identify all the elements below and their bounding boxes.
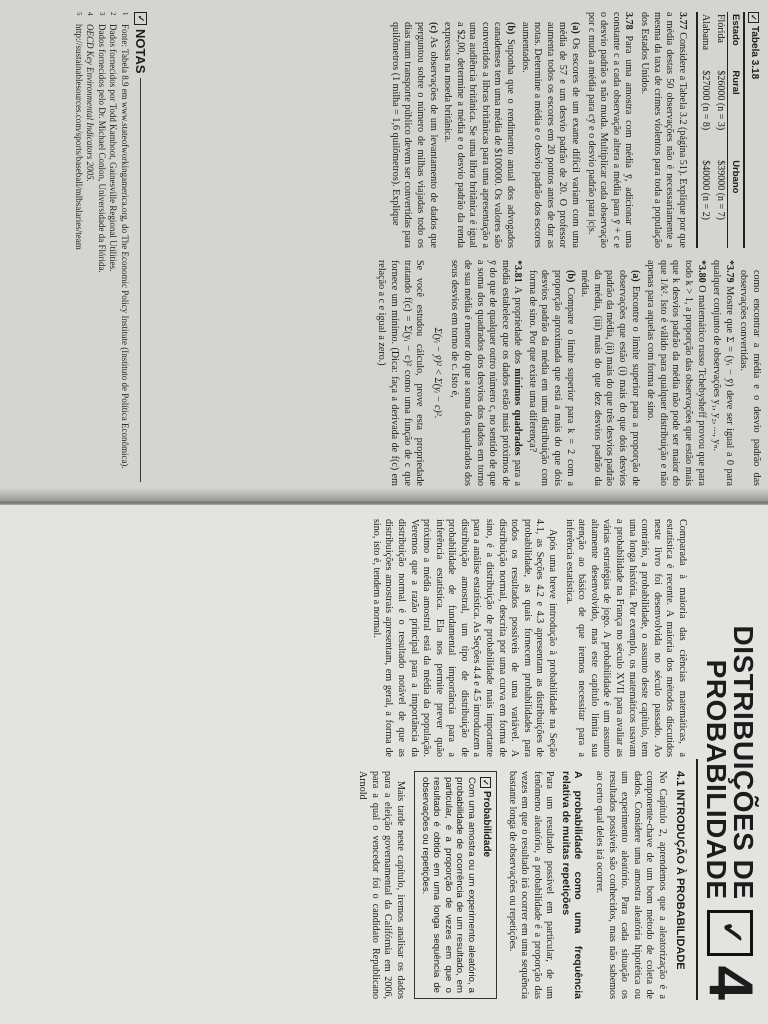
exercise-number: *3.81 <box>512 260 524 283</box>
table-cell: Alabama <box>697 12 713 68</box>
notes-heading <box>133 12 148 482</box>
note-number: 4 <box>86 12 95 16</box>
note-text: Fonte: Tabela 8.9 em www.stateofworkingamerica.org, do The Economic Policy Institute (Instituto de Política Econômica). <box>120 24 130 469</box>
note-text: http://sustainablesources.com/sports/baseball/mlbsalaries/team <box>74 24 84 250</box>
chapter-title <box>703 625 757 899</box>
chapter-title-line: DISTRIBUIÇÕES DE <box>728 625 759 900</box>
table-title <box>748 12 760 248</box>
right-column-2 <box>352 771 688 999</box>
body-paragraph: Mais tarde neste capítulo, iremos analisar os dados para a eleição governamental da Califórnia em 2006, para a qual o vencedor foi o candidato Republicano Arnold <box>357 771 407 999</box>
exercise-text: Mostre que Σ = (yᵢ − ȳ) deve ser igual a 0 para qualquer conjunto de observações y₁, y₂, ..., yₙ. <box>711 260 735 486</box>
exercise-part-c <box>388 22 438 248</box>
note-number: 3 <box>98 12 106 16</box>
intro-paragraph: Após uma breve introdução à probabilidade na Seção 4.1, as Seções 4.2 e 4.3 apresentam as distribuições de probabilidade, as quais fornecem probabilidades para todos os resultados possíveis de uma variável. A distribuição normal, descrita por uma curva em forma de sino, é a distribuição de probabilidade mais importante para a análise estatística. As Seções 4.4 e 4.5 introduzem a distribuição amostral, um tipo de distribuição de probabilidade de fundamental importância para a inferência estatística. Ela nos permite prever quão próximo a média amostral está da média da população. Veremos que a razão principal para a importância da distribuição normal é o resultado notável de que as distribuições amostrais apresentam, em geral, a forma de sino, isto é, tendem a normal. <box>370 519 559 757</box>
table-header-cell: Urbano <box>728 158 745 248</box>
part-label: (b) <box>564 270 576 283</box>
note-item <box>84 12 96 482</box>
part-label: (b) <box>505 22 517 35</box>
note-item <box>73 12 85 482</box>
exercise-text: para a média estabelece que os dados estão mais próximos de ȳ do que de qualquer outro número c, no sentido de que a soma dos quadrados dos desvios dos dados em torno de sua média é menor do que a soma dos quadrados dos seus desvios em torno de c. Isto é, <box>449 260 524 486</box>
exercise-3-77 <box>637 12 687 248</box>
left-page <box>0 0 768 500</box>
exercise-number: 3.77 <box>676 12 688 30</box>
chapter-title-line: PROBABILIDADE <box>701 659 732 900</box>
exercise-text: A propriedade dos <box>512 286 524 369</box>
divider <box>140 78 141 482</box>
part-text: As observações de um levantamento de dados que perguntou sobre o número de milhas viajadas todo os dias num transporte público devem ser convertidas para quilômetros (1 milha = 1,6 quilômetros). Explique <box>389 22 439 249</box>
exercise-3-79 <box>710 260 735 486</box>
exercise-number: 3.78 <box>623 12 635 30</box>
table-row <box>697 12 713 248</box>
exercise-number: *3.80 <box>695 260 707 283</box>
subsection-title: A probabilidade como uma frequência relativa de muitas repetições <box>559 771 585 999</box>
exercise-text: Considere a Tabela 3.2 (página 51). Explique por que a média destas 50 observações não é necessariamente a mesma da taxa de crimes violentos para toda a população dos Estados Unidos. <box>639 12 688 248</box>
body-paragraph: No Capítulo 2, aprendemos que a aleatorização é a componente-chave de um bom método de coleta de dados. Considere uma amostra aleatória hipotética ou um experimento aleatório. Para cada situação os resultados possíveis são conhecidos, mas não sabemos ao certo qual deles irá ocorrer. <box>594 771 668 999</box>
left-column-1 <box>386 12 762 248</box>
exercise-3-81 <box>448 260 524 486</box>
table-header-cell: Rural <box>728 68 745 158</box>
part-text: Compare o limite superior para k = 2 com a proporção aproximada que está a mais do que dois desvios padrão da média em uma distribuição com forma de sino. Por que existe uma diferença? <box>526 270 576 486</box>
table-header-cell: Estado <box>728 12 745 68</box>
definition-title <box>480 777 492 993</box>
table-cell: $27000 (n = 8) <box>697 68 713 158</box>
chapter-header <box>696 519 765 1000</box>
note-item <box>96 12 108 482</box>
table-cell: $40000 (n = 2) <box>697 158 713 248</box>
exercise-text: O matemático russo Tchebysheff provou que para todo k > 1, a proporção das observações que estão mais que k desvios padrão da média não pode ser maior do que 1/k². Isto é válido para qualquer distribuição e não apenas para aquelas com forma de sino. <box>645 260 707 486</box>
note-text: Dados fornecidos por Todd Kamhoot, Gainesville Regional Utilities. <box>108 24 119 272</box>
key-term: mínimos quadrados <box>512 368 524 456</box>
least-squares-formula: Σ(yᵢ − ȳ)² < Σ(yᵢ − c)². <box>431 327 443 419</box>
part-label: (a) <box>570 22 582 34</box>
left-column-2 <box>372 260 762 486</box>
exercise-text-after-formula: Se você estudou cálculo, prove esta propriedade tratando f(c) = Σ(yᵢ − c)² como uma função de c que fornece um mínimo. (Dica: faça a derivada de f(c) em relação a c e igual a zero.) <box>376 260 426 486</box>
divider <box>696 759 698 1000</box>
exercise-text: Para uma amostra com média ȳ, adicionar uma constante c a cada observação altera a média para ȳ + c e o desvio padrão s não muda. Multiplicar cada observação por c muda a média para cȳ e o desvio padrão para |c|s. <box>585 12 635 248</box>
note-number: 1 <box>121 12 129 16</box>
table-cell: Flórida <box>715 14 726 43</box>
table-cell: $39000 (n = 7) <box>715 160 726 220</box>
exercise-number: *3.79 <box>723 260 735 283</box>
right-page <box>0 505 768 1024</box>
part-text: Suponha que o rendimento anual dos advogados canadenses tem uma média de $100000. Os valores são convertidos a libras britânicas para uma apresentação a uma audiência britânica. Se uma libra britânica é igual a $2,00, determine a média e o desvio padrão da renda expressas na moeda britânica. <box>442 22 517 248</box>
definition-text: Com uma amostra ou um experimento aleatório, a probabilidade de ocorrência de um resultado, em particular, é a proporção de vezes em que o resultado é obtido em uma longa sequência de observações ou repetições. <box>419 777 478 993</box>
exercise-3-78 <box>584 12 634 248</box>
right-column-1 <box>365 519 688 757</box>
intro-paragraph: Comparada à maioria das ciências matemáticas, a estatística é recente. A maioria dos métodos discutidos neste livro foi desenvolvida no século passado. Ao contrário, a probabilidade, o assunto deste capítulo, tem uma longa história. Por exemplo, os matemáticos usavam a probabilidade na França no século XVII para avaliar as várias estratégias de jogo. A probabilidade é um assunto altamente desenvolvido, mas este capítulo limita sua atenção ao básico de que iremos necessitar para a inferência estatística. <box>563 519 688 757</box>
chapter-number: 4 <box>696 965 765 1000</box>
note-number: 2 <box>109 12 118 16</box>
check-box-icon: ✓ <box>707 910 753 956</box>
check-box-icon: ✓ <box>748 12 759 23</box>
check-box-icon: ✓ <box>134 12 147 25</box>
part-text: Os escores de um exame difícil variam com uma média de 57 e um desvio padrão de 20. O professor aumenta todos os escores em 20 pontos antes de dar as notas. Determine a média e o desvio padrão dos escores aumentados. <box>519 22 582 248</box>
part-label: (c) <box>427 22 439 34</box>
definition-box <box>414 771 497 999</box>
income-table <box>696 12 745 248</box>
body-paragraph: Para um resultado possível em particular, de um fenômeno aleatório, a probabilidade é a proporção das vezes em que o resultado irá ocorrer em uma sequência bastante longa de observações ou repetições. <box>506 771 556 999</box>
notes-heading-text: NOTAS <box>133 29 148 74</box>
check-box-icon: ✓ <box>480 777 491 788</box>
part-text: Encontre o limite superior para a proporção de observações que estão (i) mais do que dois desvios padrão da média, (ii) mais do que três desvios padrão da média, (iii) mais do que dez desvios padrão da média. <box>579 270 641 486</box>
table-row <box>712 12 727 248</box>
table-header-row <box>728 12 745 248</box>
exercise-part-a <box>518 22 581 248</box>
note-number: 5 <box>75 12 83 16</box>
exercise-3-80 <box>644 260 707 486</box>
table-cell: $26000 (n = 3) <box>715 70 726 131</box>
note-item <box>119 12 131 482</box>
exercise-part-b <box>525 270 575 486</box>
note-item <box>107 12 119 482</box>
section-title: 4.1 INTRODUÇÃO À PROBABILIDADE <box>674 771 686 970</box>
part-label: (a) <box>629 270 641 282</box>
note-text: OECD Key Environmental Indicators 2005. <box>85 24 96 182</box>
table-title-text: Tabela 3.18 <box>749 26 760 80</box>
exercise-part-b <box>441 22 517 248</box>
definition-title-text: Probabilidade <box>481 791 493 858</box>
exercise-part-a <box>578 270 641 486</box>
note-text: Dados fornecidos pelo Dr. Michael Conlon, Universidade da Flórida. <box>97 24 107 273</box>
exercise-continuation: como encontrar a média e o desvio padrão das observações convertidas. <box>738 270 762 486</box>
notes-section <box>73 12 157 482</box>
